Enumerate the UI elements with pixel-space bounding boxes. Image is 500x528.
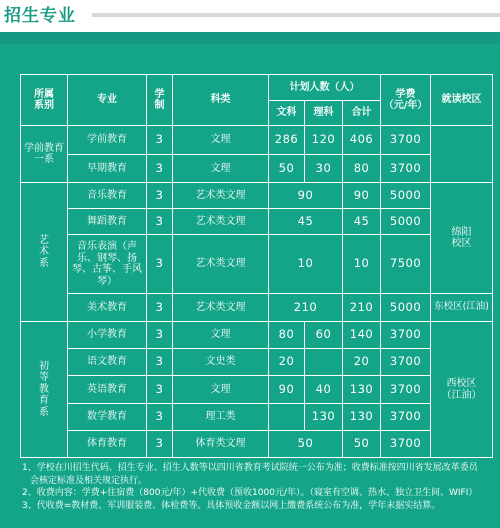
header-arts: 文科 [269, 101, 305, 126]
cell-years: 3 [147, 209, 173, 235]
header-category: 科类 [173, 75, 269, 126]
notes-section [22, 462, 496, 512]
header-major: 专业 [68, 75, 147, 126]
header-science: 理科 [305, 101, 343, 126]
header-plan: 计划人数（人） [269, 75, 381, 101]
cell-major: 音乐教育 [68, 183, 147, 209]
cell-science: 40 [305, 376, 343, 404]
cell-category: 文史类 [173, 349, 269, 376]
cell-total: 210 [343, 294, 381, 322]
table-row [21, 431, 493, 458]
cell-major: 数学教育 [68, 404, 147, 431]
cell-total: 10 [343, 235, 381, 294]
header-campus: 就读校区 [431, 75, 493, 126]
cell-fee: 3700 [381, 431, 431, 458]
header-row-top [21, 75, 493, 101]
cell-arts: 80 [269, 322, 305, 349]
table-row [21, 404, 493, 431]
cell-fee: 3700 [381, 322, 431, 349]
table-row [21, 209, 493, 235]
cell-science: 130 [305, 404, 343, 431]
cell-total: 140 [343, 322, 381, 349]
cell-major: 早期教育 [68, 155, 147, 183]
cell-years: 3 [147, 294, 173, 322]
cell-category: 艺术类文理 [173, 294, 269, 322]
cell-category: 艺术类文理 [173, 235, 269, 294]
cell-fee: 3700 [381, 404, 431, 431]
cell-years: 3 [147, 322, 173, 349]
cell-fee: 3700 [381, 155, 431, 183]
cell-combined: 210 [269, 294, 343, 322]
cell-years: 3 [147, 404, 173, 431]
cell-total: 130 [343, 404, 381, 431]
dept-preschool: 学前教育 一系 [21, 126, 68, 183]
cell-science [305, 349, 343, 376]
cell-category: 理工类 [173, 404, 269, 431]
cell-major: 学前教育 [68, 126, 147, 155]
cell-fee: 7500 [381, 235, 431, 294]
cell-total: 406 [343, 126, 381, 155]
cell-years: 3 [147, 376, 173, 404]
cell-fee: 3700 [381, 349, 431, 376]
cell-arts [269, 404, 305, 431]
cell-arts: 50 [269, 155, 305, 183]
table-row [21, 349, 493, 376]
campus-blank-top [431, 126, 493, 183]
cell-years: 3 [147, 126, 173, 155]
cell-category: 文理 [173, 376, 269, 404]
enrollment-table [20, 74, 493, 458]
cell-years: 3 [147, 235, 173, 294]
cell-science: 120 [305, 126, 343, 155]
table-row [21, 183, 493, 209]
cell-category: 文理 [173, 322, 269, 349]
table-row [21, 322, 493, 349]
cell-fee: 5000 [381, 183, 431, 209]
cell-arts: 90 [269, 376, 305, 404]
note-2: 2、收费内容：学费+住宿费（800元/年）+代收费（预收1000元/年）。（寝室有空调、热水、独立卫生间、WIFI） [22, 488, 478, 498]
table-row [21, 376, 493, 404]
cell-fee: 5000 [381, 294, 431, 322]
cell-category: 文理 [173, 126, 269, 155]
header-years: 学 制 [147, 75, 173, 126]
dept-primary: 初 等 教 育 系 [21, 322, 68, 458]
campus-mianyang: 绵阳 校区 [431, 183, 493, 294]
cell-major: 英语教育 [68, 376, 147, 404]
note-1-continued: 会核定标准及相关规定执行。 [30, 475, 148, 486]
note-1: 1、学校在川招生代码、招生专业、招生人数等以四川省教育考试院统一公布为准；收费标准按四川省发展改革委员 [22, 463, 478, 473]
table-row [21, 294, 493, 322]
cell-combined: 45 [269, 209, 343, 235]
cell-total: 80 [343, 155, 381, 183]
cell-arts: 286 [269, 126, 305, 155]
page-header [0, 0, 500, 30]
cell-years: 3 [147, 155, 173, 183]
title-divider [92, 13, 500, 17]
cell-science: 30 [305, 155, 343, 183]
cell-total: 130 [343, 376, 381, 404]
cell-combined: 10 [269, 235, 343, 294]
campus-east: 东校区(江油) [431, 294, 493, 322]
cell-total: 45 [343, 209, 381, 235]
cell-total: 50 [343, 431, 381, 458]
cell-total: 90 [343, 183, 381, 209]
cell-category: 体育类文理 [173, 431, 269, 458]
header-total: 合计 [343, 101, 381, 126]
cell-years: 3 [147, 431, 173, 458]
cell-major: 小学教育 [68, 322, 147, 349]
dept-art: 艺 术 系 [21, 183, 68, 322]
table-row [21, 155, 493, 183]
cell-category: 文理 [173, 155, 269, 183]
table-row [21, 235, 493, 294]
cell-major: 音乐表演（声乐、钢琴、扬琴、古筝、手风琴） [68, 235, 147, 294]
note-3: 3、代收费=教材费、军训服装费、体检费等。具体预收金额以网上缴费系统公布为准，学年末据实结算。 [22, 500, 441, 511]
cell-years: 3 [147, 183, 173, 209]
cell-fee: 3700 [381, 376, 431, 404]
cell-combined: 90 [269, 183, 343, 209]
cell-major: 美术教育 [68, 294, 147, 322]
cell-total: 20 [343, 349, 381, 376]
title-bar [0, 32, 500, 44]
cell-major: 语文教育 [68, 349, 147, 376]
cell-combined: 50 [269, 431, 343, 458]
cell-science: 60 [305, 322, 343, 349]
cell-arts: 20 [269, 349, 305, 376]
cell-major: 舞蹈教育 [68, 209, 147, 235]
cell-fee: 5000 [381, 209, 431, 235]
cell-major: 体育教育 [68, 431, 147, 458]
cell-category: 艺术类文理 [173, 209, 269, 235]
cell-years: 3 [147, 349, 173, 376]
table-row [21, 126, 493, 155]
cell-category: 艺术类文理 [173, 183, 269, 209]
header-dept: 所属 系别 [21, 75, 68, 126]
header-fee: 学费 （元/年） [381, 75, 431, 126]
campus-west: 西校区 （江油） [431, 322, 493, 458]
cell-fee: 3700 [381, 126, 431, 155]
page-title: 招生专业 [4, 6, 76, 26]
